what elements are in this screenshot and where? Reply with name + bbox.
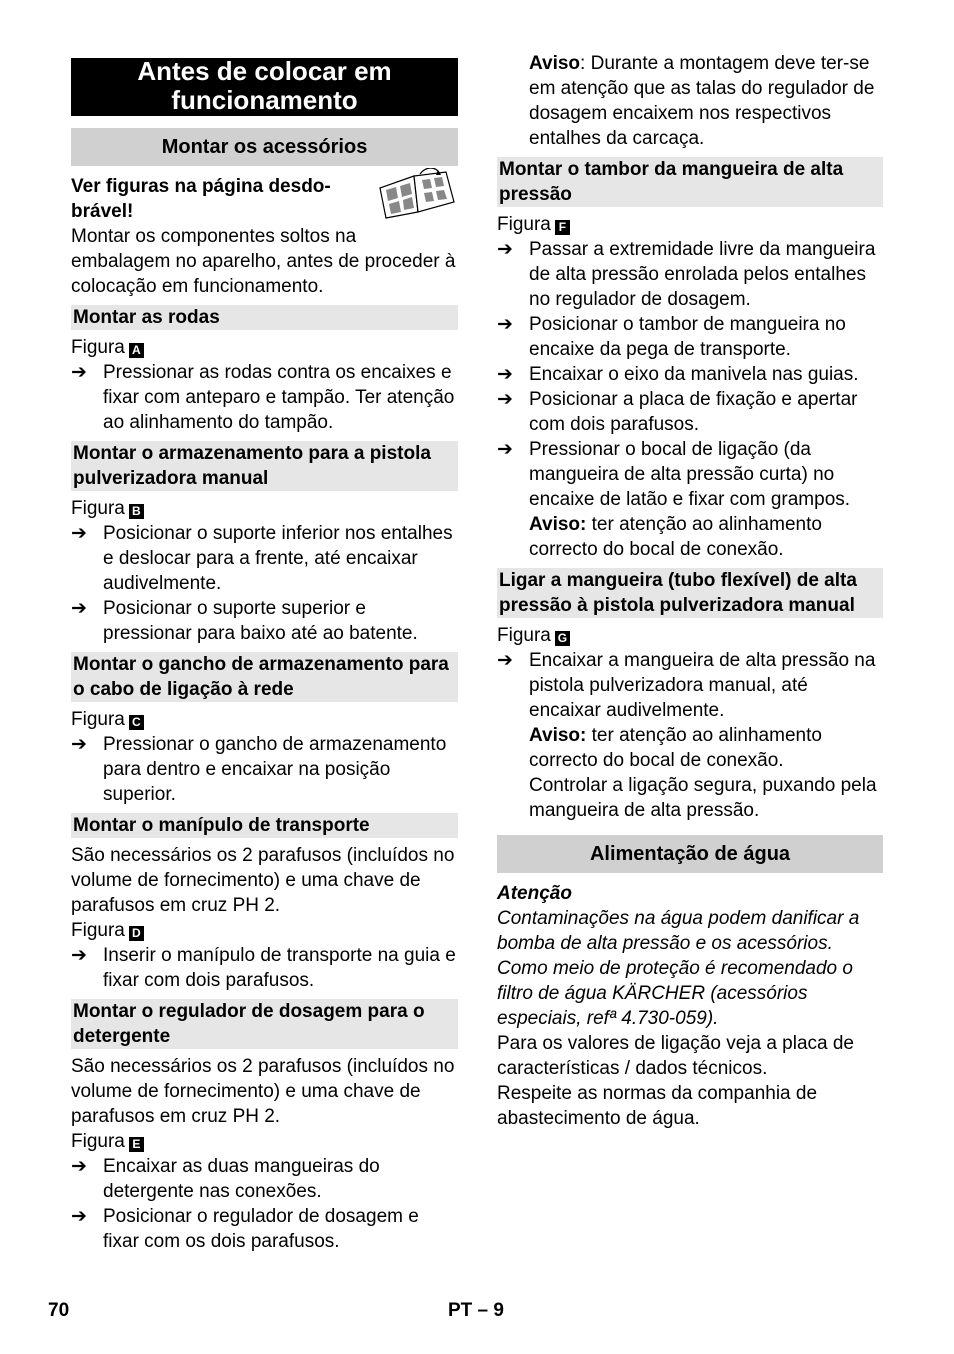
dosing-note <box>497 51 883 151</box>
figure-ref <box>71 335 458 360</box>
list-item-text: Posicionar o tambor de mangueira no encaixe da pega de transporte. <box>529 314 846 360</box>
list-item-text: Posicionar a placa de fixação e apertar com dois parafusos. <box>529 389 858 435</box>
intro-bold-line-1: Ver figuras na página desdo- <box>71 176 331 197</box>
figure-label: Figura <box>71 337 125 358</box>
figure-letter-badge: F <box>555 220 570 235</box>
list-item-text: Inserir o manípulo de transporte na guia e fixar com dois parafusos. <box>103 945 456 991</box>
figure-label: Figura <box>71 1131 125 1152</box>
figure-letter-badge: E <box>129 1137 144 1152</box>
figure-ref <box>497 212 883 237</box>
note-label: Aviso: <box>529 514 587 535</box>
subheading-connect-hose: Ligar a mangueira (tubo flexível) de alta pressão à pistola pulverizadora manual <box>497 568 883 618</box>
subheading-storage: Montar o armazenamento para a pistola pulverizadora manual <box>71 441 458 491</box>
subheading-wheels: Montar as rodas <box>71 305 458 330</box>
intro-text: Montar os componentes soltos na embalagem no aparelho, antes de proceder à colocação em funcionamento. <box>71 226 456 297</box>
arrow-icon: ➔ <box>497 314 513 335</box>
arrow-icon: ➔ <box>71 734 87 755</box>
figure-label: Figura <box>497 214 551 235</box>
list-item <box>71 1204 458 1254</box>
figure-letter-badge: G <box>555 631 570 646</box>
list-item <box>71 1154 458 1204</box>
list-item <box>497 362 883 387</box>
list-item <box>71 596 458 646</box>
list-item <box>71 732 458 807</box>
figure-label: Figura <box>497 625 551 646</box>
page-number: 70 <box>48 1300 70 1321</box>
water-text-2: Respeite as normas da companhia de abastecimento de água. <box>497 1083 818 1129</box>
dosing-text: São necessários os 2 parafusos (incluídos no volume de fornecimento) e uma chave de parafusos em cruz PH 2. <box>71 1056 455 1127</box>
section-heading-water: Alimentação de água <box>497 835 883 873</box>
right-column <box>497 51 883 1131</box>
intro-bold-line-2: brável! <box>71 201 134 222</box>
list-item <box>71 943 458 993</box>
arrow-icon: ➔ <box>71 362 87 383</box>
arrow-icon: ➔ <box>71 1206 87 1227</box>
attention-label: Atenção <box>497 883 572 904</box>
list-item <box>497 312 883 362</box>
figure-ref <box>71 918 458 943</box>
figure-letter-badge: A <box>129 343 144 358</box>
connect-note <box>497 723 883 773</box>
note-text: ter atenção ao alinhamento correcto do bocal de conexão. <box>529 514 822 560</box>
list-item-text: Pressionar o gancho de armazenamento para dentro e encaixar na posição superior. <box>103 734 447 805</box>
list-item-text: Posicionar o suporte inferior nos entalhes e deslocar para a frente, até encaixar audivelmente. <box>103 523 453 594</box>
subheading-handle: Montar o manípulo de transporte <box>71 813 458 838</box>
arrow-icon: ➔ <box>497 239 513 260</box>
page-title: Antes de colocar em funcionamento <box>71 58 458 116</box>
list-item-text: Encaixar a mangueira de alta pressão na pistola pulverizadora manual, até encaixar audivelmente. <box>529 650 876 721</box>
arrow-icon: ➔ <box>497 389 513 410</box>
open-book-icon <box>376 168 458 220</box>
figure-letter-badge: C <box>129 715 144 730</box>
list-item-text: Pressionar o bocal de ligação (da mangueira de alta pressão curta) no encaixe de latão e fixar com grampos. <box>529 439 851 510</box>
note-text: : Durante a montagem deve ter-se em atenção que as talas do regulador de dosagem encaixem nos respectivos entalhes da carcaça. <box>529 53 875 149</box>
subheading-hook: Montar o gancho de armazenamento para o cabo de ligação à rede <box>71 652 458 702</box>
list-item-text: Pressionar as rodas contra os encaixes e fixar com anteparo e tampão. Ter atenção ao alinhamento do tampão. <box>103 362 455 433</box>
arrow-icon: ➔ <box>71 598 87 619</box>
figure-ref <box>497 623 883 648</box>
figure-letter-badge: D <box>129 926 144 941</box>
arrow-icon: ➔ <box>71 1156 87 1177</box>
attention-text: Contaminações na água podem danificar a bomba de alta pressão e os acessórios. Como meio de proteção é recomendado o filtro de água KÄRCHER (acessórios especiais, refª 4.730-059). <box>497 908 860 1029</box>
list-item-text: Encaixar as duas mangueiras do detergente nas conexões. <box>103 1156 380 1202</box>
list-item-text: Passar a extremidade livre da mangueira de alta pressão enrolada pelos entalhes no regulador de dosagem. <box>529 239 876 310</box>
figure-label: Figura <box>71 920 125 941</box>
note-label: Aviso: <box>529 725 587 746</box>
figure-ref <box>71 707 458 732</box>
language-page-label: PT – 9 <box>448 1300 504 1321</box>
figure-ref <box>71 496 458 521</box>
list-item <box>71 360 458 435</box>
arrow-icon: ➔ <box>497 650 513 671</box>
list-item-text: Encaixar o eixo da manivela nas guias. <box>529 364 859 385</box>
figure-label: Figura <box>71 498 125 519</box>
list-item <box>497 237 883 312</box>
arrow-icon: ➔ <box>71 523 87 544</box>
arrow-icon: ➔ <box>497 439 513 460</box>
list-item <box>497 648 883 723</box>
handle-text: São necessários os 2 parafusos (incluídos no volume de fornecimento) e uma chave de parafusos em cruz PH 2. <box>71 845 455 916</box>
figure-letter-badge: B <box>129 504 144 519</box>
drum-note <box>497 512 883 562</box>
intro <box>71 174 458 299</box>
water-text-1: Para os valores de ligação veja a placa de características / dados técnicos. <box>497 1033 855 1079</box>
list-item <box>497 437 883 512</box>
connect-extra: Controlar a ligação segura, puxando pela mangueira de alta pressão. <box>529 775 877 821</box>
list-item <box>497 387 883 437</box>
figure-label: Figura <box>71 709 125 730</box>
list-item-text: Posicionar o suporte superior e pressionar para baixo até ao batente. <box>103 598 418 644</box>
list-item <box>71 521 458 596</box>
subheading-dosing: Montar o regulador de dosagem para o detergente <box>71 999 458 1049</box>
list-item-text: Posicionar o regulador de dosagem e fixar com os dois parafusos. <box>103 1206 419 1252</box>
arrow-icon: ➔ <box>71 945 87 966</box>
note-text: ter atenção ao alinhamento correcto do bocal de conexão. <box>529 725 822 771</box>
note-label: Aviso <box>529 53 581 74</box>
subheading-drum: Montar o tambor da mangueira de alta pressão <box>497 157 883 207</box>
figure-ref <box>71 1129 458 1154</box>
arrow-icon: ➔ <box>497 364 513 385</box>
section-heading-accessories: Montar os acessórios <box>71 128 458 166</box>
left-column <box>71 58 458 1254</box>
